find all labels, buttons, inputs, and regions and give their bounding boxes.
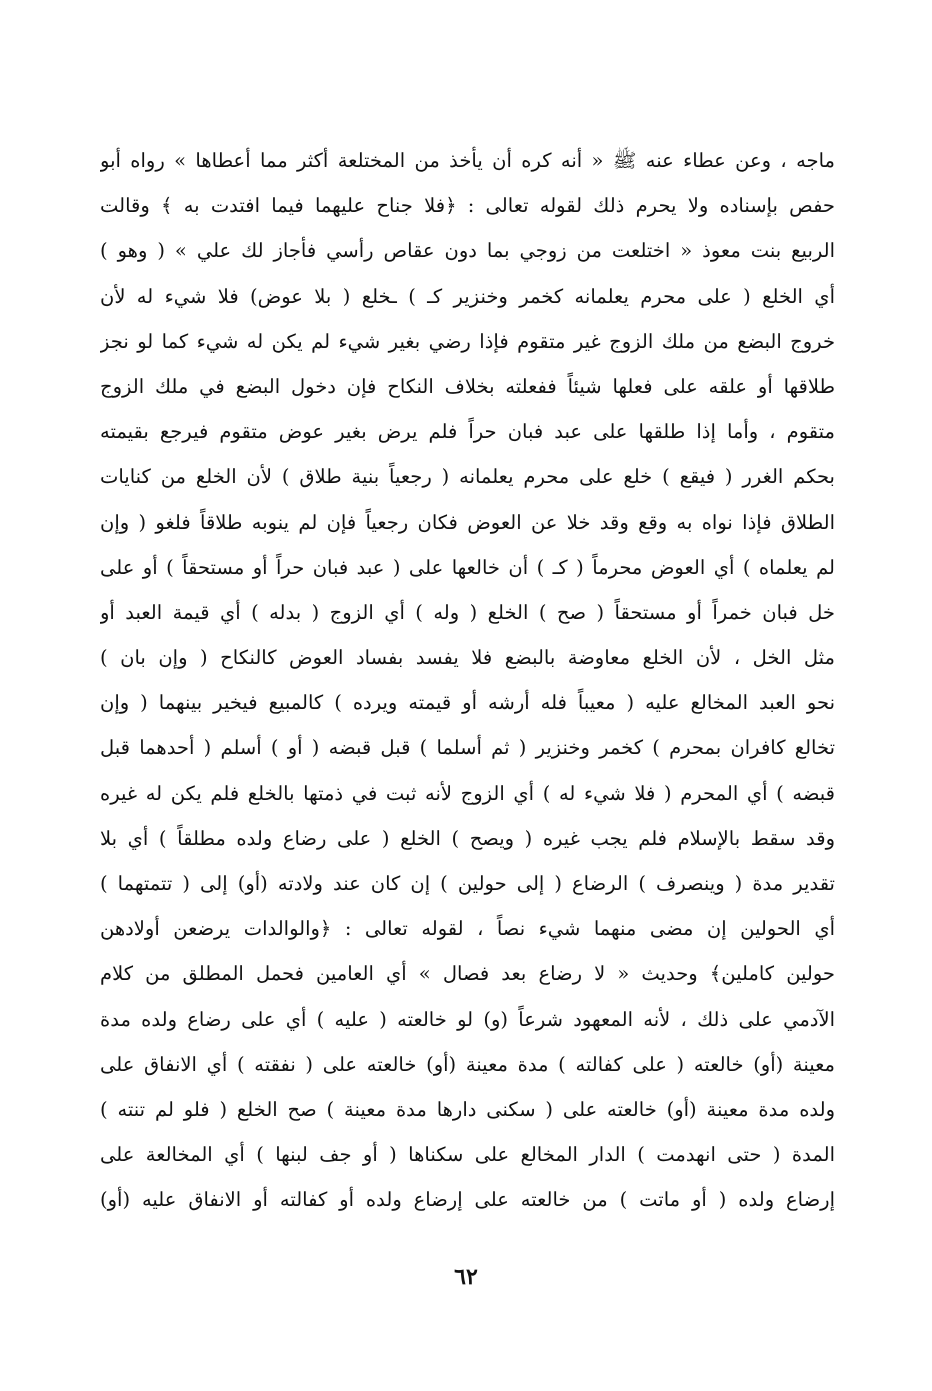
text-line-6: طلاقها أو علقه على فعلها شيئاً ففعلته بخلاف النكاح فإن دخول البضع في ملك الزوج <box>100 374 835 398</box>
text-line-1: ماجه ، وعن عطاء عنه ﷺ « أنه كره أن يأخذ من المختلعة أكثر مما أعطاها » رواه أبو <box>100 149 835 172</box>
text-line-15: قبضه ) أي المحرم ( فلا شيء له ) أي الزوج لأنه ثبت في ذمتها بالخلع فلم يكن له غيره <box>100 781 835 805</box>
text-line-3: الربيع بنت معوذ « اختلعت من زوجي بما دون عقاص رأسي فأجاز لك علي » ( وهو ) <box>100 239 835 263</box>
text-line-8: بحكم الغرر ( فيقع ) خلع على محرم يعلمانه ( رجعياً بنية طلاق ) لأن الخلع من كنايات <box>100 465 835 489</box>
text-line-10: لم يعلماه ) أي العوض محرماً ( كـ ) أن خالعها على ( عبد فبان حراً أو مستحقاً ) أو على <box>100 555 835 579</box>
text-line-4: أي الخلع ( على محرم يعلمانه كخمر وخنزير كـ ) ـخلع ( بلا عوض) فلا شيء له لأن <box>100 284 835 308</box>
text-line-16: وقد سقط بالإسلام فلم يجب غيره ( ويصح ) الخلع ( على رضاع ولده مطلقاً ) أي بلا <box>100 826 835 850</box>
text-line-7: متقوم ، وأما إذا طلقها على عبد فبان حراً فلم يرض بغير عوض متقوم فيرجع بقيمته <box>100 420 835 444</box>
text-line-22: ولده مدة معينة (أو) خالعته على ( سكنى دارها مدة معينة ) صح الخلع ( فلو لم تنته ) <box>100 1097 835 1121</box>
text-line-23: المدة ( حتى انهدمت ) الدار المخالع على سكناها ( أو جف لبنها ) أي المخالعة على <box>100 1143 835 1167</box>
text-line-20: الآدمي على ذلك ، لأنه المعهود شرعاً (و) لو خالعته ( عليه ) أي على رضاع ولده مدة <box>100 1007 835 1031</box>
text-line-19: حولين كاملين﴾ وحديث « لا رضاع بعد فصال » أي العامين فحمل المطلق من كلام <box>100 962 835 986</box>
text-line-5: خروج البضع من ملك الزوج غير متقوم فإذا رضي بغير شيء لم يكن له شيء كما لو نجز <box>100 329 835 353</box>
text-line-21: معينة (أو) خالعته ( على كفالته ) مدة معينة (أو) خالعته على ( نفقته ) أي الانفاق على <box>100 1052 835 1076</box>
text-line-2: حفص بإسناده ولا يحرم ذلك لقوله تعالى : ﴿فلا جناح عليهما فيما افتدت به ﴾ وقالت <box>100 194 835 218</box>
text-line-9: الطلاق فإذا نواه به وقع وقد خلا عن العوض فكان رجعياً فإن لم ينوبه طلاقاً فلغو ( وإن <box>100 510 835 534</box>
text-line-18: أي الحولين إن مضى منهما شيء نصاً ، لقوله تعالى : ﴿والوالدات يرضعن أولادهن <box>100 917 835 941</box>
body-text <box>100 138 835 1223</box>
text-line-12: مثل الخل ، لأن الخلع معاوضة بالبضع فلا يفسد بفساد العوض كالنكاح ( وإن بان ) <box>100 646 835 670</box>
text-line-24: إرضاع ولده ( أو ماتت ) من خالعته على إرضاع ولده أو كفالته أو الانفاق عليه (أو) <box>100 1188 835 1212</box>
text-line-11: خل فبان خمراً أو مستحقاً ( صح ) الخلع ( وله ) أي الزوج ( بدله ) أي قيمة العبد أو <box>100 600 835 624</box>
text-line-13: نحو العبد المخالع عليه ( معيباً فله أرشه أو قيمته ويرده ) كالمبيع فيخير بينهما ( وإن <box>100 691 835 715</box>
page-number: ٦٢ <box>454 1264 478 1290</box>
text-line-17: تقدير مدة ( وينصرف ) الرضاع ( إلى حولين ) إن كان عند ولادته (أو) إلى ( تتمتهما ) <box>100 872 835 895</box>
text-line-14: تخالع كافران بمحرم ) كخمر وخنزير ( ثم أسلما ) قبل قبضه ( أو ) أسلم ( أحدهما قبل <box>100 736 835 760</box>
